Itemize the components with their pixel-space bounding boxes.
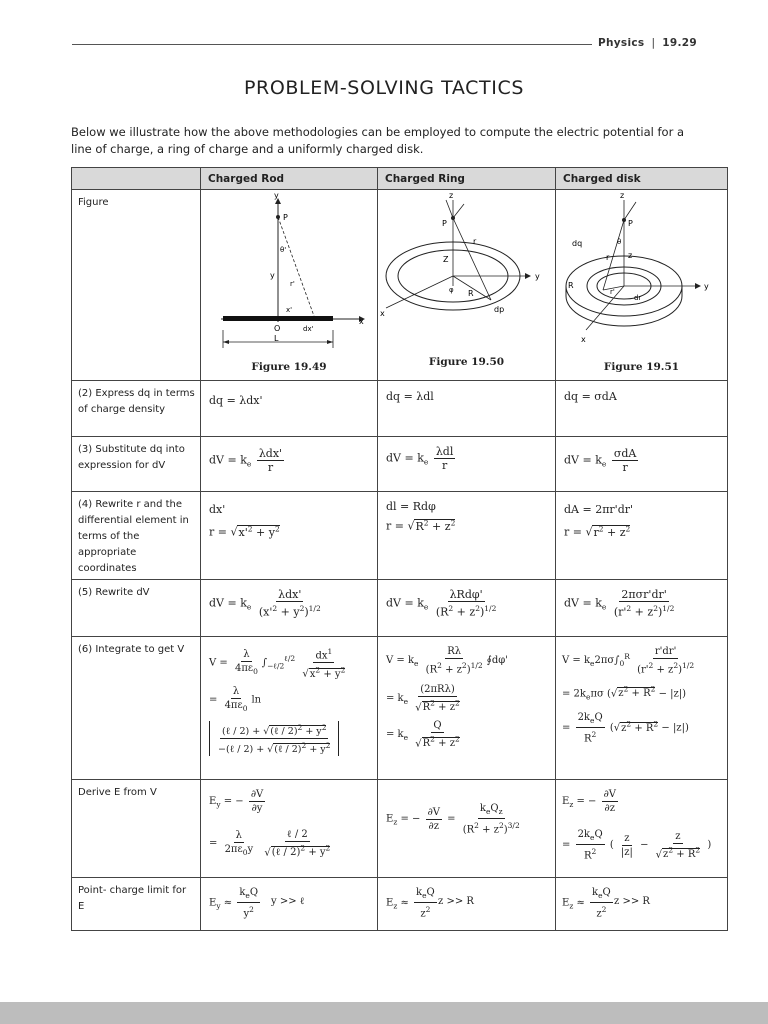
rod-dq-formula: dq = λdx' — [209, 394, 263, 407]
disk-label-p: P — [628, 219, 633, 228]
disk-figure-cell — [556, 190, 728, 381]
disk-label-r-prime: r' — [610, 288, 615, 296]
ring-label-r: r — [473, 237, 477, 246]
rod-label-y-axis: y — [274, 191, 279, 200]
ring-differential: dl = Rdφ — [386, 500, 436, 513]
disk-v-result: = $\frac{2k_eQ}{R^2}$ $(√z^2 + R^2 - |z|)$ — [562, 712, 689, 745]
disk-r-formula: $r = √r^2 + z^2$ — [564, 524, 631, 539]
ring-integrate-cell — [378, 637, 556, 780]
rod-e-result: = $\frac{\lambda}{2\pi\varepsilon_0y}$ $\frac{\text{ℓ / 2}}{√(\ell / 2)^2 + y^2}$ — [209, 829, 331, 859]
rod-v-log: = $\frac{\lambda}{4\pi\varepsilon_0}$ ln — [209, 686, 262, 713]
rod-diagram — [201, 190, 370, 360]
header-subject: Physics — [598, 37, 645, 49]
disk-dv-formula: dV = $k_e$ $\frac{\text{σdA}}{r}$ — [564, 447, 637, 474]
rod-e-derivative: $E_y$ = − $\frac{\partial V}{\partial y}$ — [209, 789, 264, 814]
rod-label-origin: O — [274, 324, 281, 333]
ring-label-radius: R — [468, 289, 474, 298]
disk-v-integral: $V = k_e2\pi\sigma\int_0^R$ $\frac{r'dr'}{(r'^2 + z^2)^{1/2}}$ — [562, 646, 695, 676]
row-label-express: (2) Express dq in terms of charge density — [72, 381, 201, 437]
disk-label-z-axis: z — [620, 191, 625, 200]
ring-rewrite-cell — [378, 492, 556, 580]
table-row — [72, 580, 728, 637]
ring-label-phi: φ — [449, 286, 454, 294]
ring-r-formula: $r = √R^2 + z^2$ — [386, 518, 456, 533]
page-title: PROBLEM-SOLVING TACTICS — [244, 77, 524, 99]
rod-rewrite-dv-cell — [201, 580, 378, 637]
table-row — [72, 437, 728, 492]
ring-label-y-axis: y — [535, 272, 540, 281]
rod-express-cell — [201, 381, 378, 437]
ring-label-x-axis: x — [380, 309, 385, 318]
ring-v-step: = $k_e$ $\frac{\text{(2πRλ)}}{√R^2 + z^2}$ — [386, 684, 460, 714]
disk-label-x-axis: x — [581, 335, 586, 344]
ring-e-formula: $E_z$ = − $\frac{\partial V}{\partial z}$ = $\frac{k_eQ_z}{(R^2 + z^2)^{3/2}}$ — [386, 803, 520, 836]
row-label-rewrite-dv: (5) Rewrite dV — [72, 580, 201, 637]
ring-e-limit: $E_z$ ≈ $\frac{k_eQ}{z^2}$ — [386, 887, 435, 920]
disk-integrate-cell — [556, 637, 728, 780]
rod-v-log-argument: $\frac{(\ell / 2) + √(\ell / 2)^2 + y^2}{-(\ell / 2) + √(\ell / 2)^2 + y^2}$ — [209, 721, 339, 756]
intro-paragraph: Below we illustrate how the above methodologies can be employed to compute the electric potential for a line of charge, a ring of charge and a uniformly charged disk. — [71, 125, 685, 156]
disk-label-r: r — [606, 253, 610, 262]
footer-bar — [0, 1002, 768, 1024]
disk-dv-coord-formula: dV = $k_e$ $\frac{\text{2πσr'dr'}}{(r'^2 + z^2)^{1/2}}$ — [564, 588, 675, 619]
table-row — [72, 190, 728, 381]
ring-figure-cell — [378, 190, 556, 381]
rod-substitute-cell — [201, 437, 378, 492]
ring-label-z: Z — [443, 255, 449, 264]
disk-rewrite-dv-cell — [556, 580, 728, 637]
ring-dv-coord-formula: dV = $k_e$ $\frac{\text{λRdφ'}}{(R^2 + z^2)^{1/2}}$ — [386, 588, 497, 619]
header-rule — [72, 44, 592, 45]
table-row — [72, 637, 728, 780]
disk-label-theta: θ — [617, 238, 622, 246]
rod-label-x: x' — [286, 306, 293, 314]
header-page-number: 19.29 — [662, 37, 698, 49]
disk-v-step: = $2k_e\pi\sigma$ $(√z^2 + R^2 - |z|)$ — [562, 685, 687, 702]
row-label-integrate: (6) Integrate to get V — [72, 637, 201, 780]
rod-integrate-cell — [201, 637, 378, 780]
table-row — [72, 492, 728, 580]
disk-limit-cell — [556, 878, 728, 931]
disk-dq-formula: dq = σdA — [564, 390, 617, 403]
ring-substitute-cell — [378, 437, 556, 492]
rod-e-limit: $E_y$ ≈ $\frac{k_eQ}{y^2}$ — [209, 887, 259, 920]
col-header-rod: Charged Rod — [201, 168, 378, 190]
disk-label-dq: dq — [572, 239, 583, 248]
disk-label-dr: dr — [634, 294, 642, 302]
disk-e-derivative: $E_z$ = − $\frac{\partial V}{\partial z}$ — [562, 789, 616, 814]
running-header: Physics | 19.29 — [598, 37, 698, 49]
ring-label-p: P — [442, 219, 447, 228]
row-label-figure: Figure — [72, 190, 201, 381]
ring-limit-cell — [378, 878, 556, 931]
ring-rewrite-dv-cell — [378, 580, 556, 637]
disk-derive-cell — [556, 780, 728, 878]
disk-label-radius: R — [568, 281, 574, 290]
rod-rewrite-cell — [201, 492, 378, 580]
rod-limit-condition: y >> ℓ — [271, 896, 305, 907]
disk-e-limit: $E_z$ ≈ $\frac{k_eQ}{z^2}$ — [562, 887, 611, 920]
ring-express-cell — [378, 381, 556, 437]
col-header-ring: Charged Ring — [378, 168, 556, 190]
disk-rewrite-cell — [556, 492, 728, 580]
disk-label-y-axis: y — [704, 282, 709, 291]
row-label-limit: Point- charge limit for E — [72, 878, 201, 931]
disk-express-cell — [556, 381, 728, 437]
rod-v-integral: V = $\frac{\lambda}{4\pi\varepsilon_0}$ $\int_{-\ell/2}^{\ell/2}$ $\frac{dx^1}{√x^2 + y^2}$ — [209, 647, 346, 680]
rod-label-p: P — [283, 213, 288, 222]
ring-label-dp: dp — [494, 305, 505, 314]
rod-limit-cell — [201, 878, 378, 931]
table-row — [72, 780, 728, 878]
ring-v-result: = $k_e$ $\frac{Q}{√R^2 + z^2}$ — [386, 720, 460, 750]
rod-label-r: r' — [290, 280, 295, 288]
tactics-table — [71, 167, 728, 931]
disk-figure-caption: Figure 19.51 — [603, 361, 680, 373]
table-header-row — [72, 168, 728, 190]
ring-dv-formula: dV = $k_e$ $\frac{\text{λdl}}{r}$ — [386, 445, 454, 472]
rod-label-length: L — [274, 334, 279, 343]
ring-derive-cell — [378, 780, 556, 878]
ring-dq-formula: dq = λdl — [386, 390, 434, 403]
disk-limit-condition: z >> R — [614, 896, 650, 907]
rod-label-y: y — [270, 271, 275, 280]
row-label-rewrite-r: (4) Rewrite r and the differential element in terms of the appropriate coordinates — [72, 492, 201, 580]
disk-substitute-cell — [556, 437, 728, 492]
ring-diagram — [378, 190, 548, 355]
col-header-blank — [72, 168, 201, 190]
col-header-disk: Charged disk — [556, 168, 728, 190]
table-row — [72, 878, 728, 931]
rod-label-theta: θ' — [280, 246, 287, 254]
rod-r-formula: $r = √x'^2 + y^2$ — [209, 524, 280, 539]
row-label-derive: Derive E from V — [72, 780, 201, 878]
rod-figure-cell — [201, 190, 378, 381]
disk-diagram — [556, 190, 720, 360]
rod-label-x-axis: x — [359, 317, 364, 326]
ring-v-integral: $V = k_e$ $\frac{R\lambda}{(R^2 + z^2)^{1/2}}$ ∮dφ' — [386, 646, 509, 676]
rod-dv-formula: dV = $k_e$ $\frac{\text{λdx'}}{r}$ — [209, 447, 283, 474]
row-label-substitute: (3) Substitute dq into expression for dV — [72, 437, 201, 492]
ring-figure-caption: Figure 19.50 — [428, 356, 505, 368]
rod-dv-coord-formula: dV = $k_e$ $\frac{\text{λdx'}}{(x'^2 + y^2)^{1/2}}$ — [209, 588, 321, 619]
table-row — [72, 381, 728, 437]
rod-label-dx: dx' — [303, 325, 314, 333]
rod-figure-caption: Figure 19.49 — [251, 361, 327, 373]
disk-e-result: = $\frac{2k_eQ}{R^2}$ ( $\frac{z}{|z|}$ − $\frac{z}{√z^2 + R^2}$ ) — [562, 829, 712, 862]
ring-label-z-axis: z — [449, 191, 454, 200]
disk-differential: dA = 2πr'dr' — [564, 503, 634, 516]
disk-label-z: z — [628, 251, 633, 260]
rod-derive-cell — [201, 780, 378, 878]
rod-differential: dx' — [209, 503, 226, 516]
ring-limit-condition: z >> R — [438, 896, 474, 907]
